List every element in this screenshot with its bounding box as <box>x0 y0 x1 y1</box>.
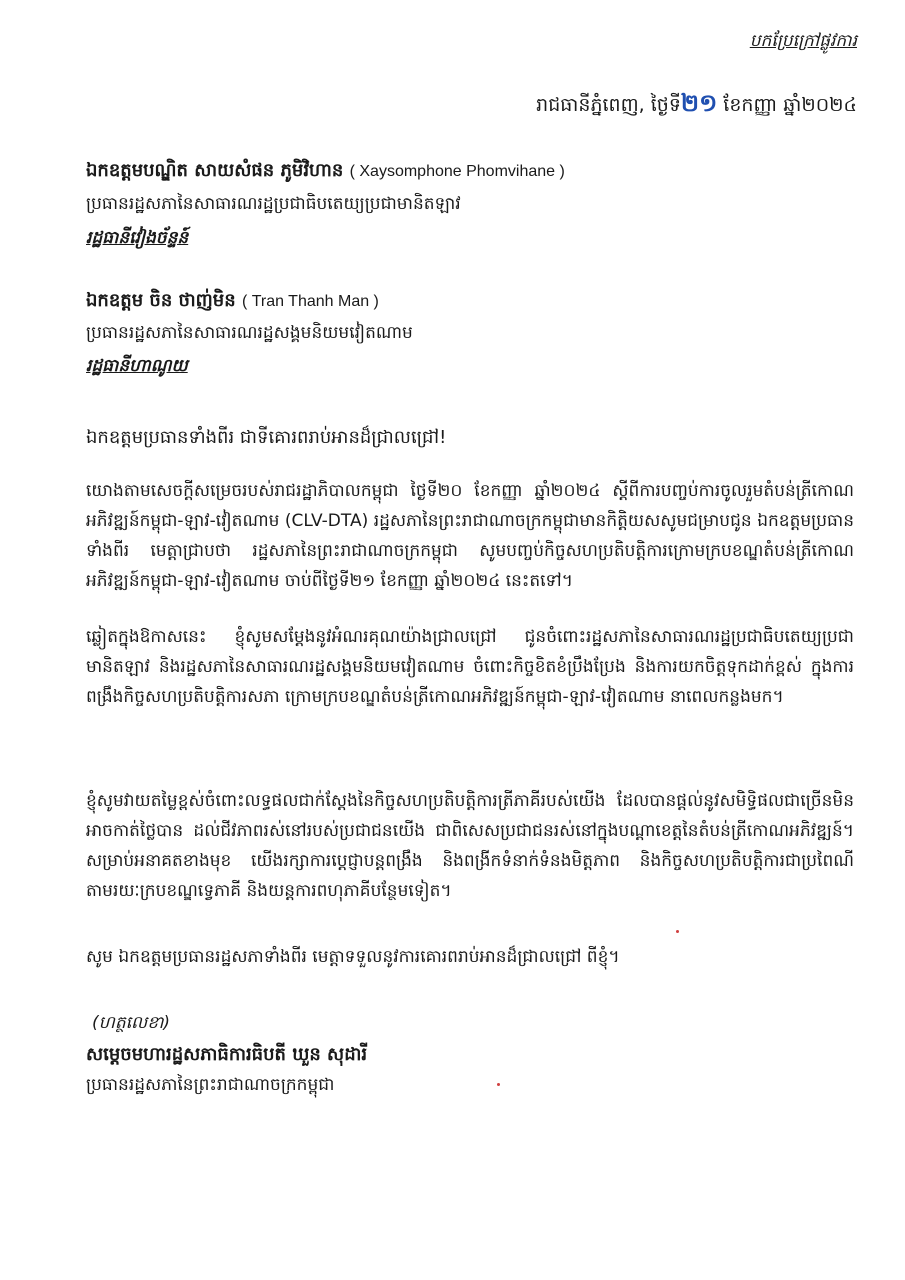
recipient-1-name: ឯកឧត្តមបណ្ឌិត សាយសំផន ភូមិវិហាន <box>86 160 344 181</box>
body-paragraph-closing: សូម ឯកឧត្តមប្រធានរដ្ឋសភាទាំងពីរ មេត្តាទទួលនូវការគោរពរាប់អានដ៏ជ្រាលជ្រៅ ពីខ្ញុំ។ <box>86 947 620 967</box>
salutation: ឯកឧត្តមប្រធានទាំងពីរ ជាទីគោរពរាប់អានដ៏ជ្រាលជ្រៅ! <box>86 427 447 448</box>
signatory-name: សម្តេចមហារដ្ឋសភាធិការធិបតី ឃួន សុដារី <box>86 1044 368 1065</box>
recipient-1-name-line <box>86 158 565 185</box>
recipient-2-name-line <box>86 288 379 315</box>
body-paragraph-1: យោងតាមសេចក្តីសម្រេចរបស់រាជរដ្ឋាភិបាលកម្ពុជា ថ្ងៃទី២០ ខែកញ្ញា ឆ្នាំ២០២៤ ស្តីពីការបញ្ចប់ការចូលរួមតំបន់ត្រីកោណអភិវឌ្ឍន៍កម្ពុជា-ឡាវ-វៀតណាម (CLV-DTA) រដ្ឋសភានៃព្រះរាជាណាចក្រកម្ពុជាមានកិត្តិយសសូមជម្រាបជូន ឯកឧត្តមប្រធានទាំងពីរ មេត្តាជ្រាបថា រដ្ឋសភានៃព្រះរាជាណាចក្រកម្ពុជា សូមបញ្ចប់កិច្ចសហប្រតិបត្តិការក្រោមក្របខណ្ឌតំបន់ត្រីកោណអភិវឌ្ឍន៍កម្ពុជា-ឡាវ-វៀតណាម ចាប់ពីថ្ងៃទី២១ ខែកញ្ញា ឆ្នាំ២០២៤ នេះតទៅ។ <box>86 481 854 591</box>
body-paragraph-3: ខ្ញុំសូមវាយតម្លៃខ្ពស់ចំពោះលទ្ធផលជាក់ស្តែងនៃកិច្ចសហប្រតិបត្តិការត្រីភាគីរបស់យើង ដែលបានផ្តល់នូវសមិទ្ធិផលជាច្រើនមិនអាចកាត់ថ្លៃបាន ដល់ជីវភាពរស់នៅរបស់ប្រជាជនយើង ជាពិសេសប្រជាជនរស់នៅក្នុងបណ្តាខេត្តនៃតំបន់ត្រីកោណអភិវឌ្ឍន៍។ សម្រាប់អនាគតខាងមុខ យើងរក្សាការប្តេជ្ញាបន្តពង្រឹង និងពង្រីកទំនាក់ទំនងមិត្តភាព និងកិច្ចសហប្រតិបត្តិការជាប្រពៃណី តាមរយៈក្របខណ្ឌទ្វេភាគី និងយន្តការពហុភាគីបន្ថែមទៀត។ <box>86 791 854 901</box>
scan-speck <box>676 930 679 933</box>
recipient-2-title: ប្រធានរដ្ឋសភានៃសាធារណរដ្ឋសង្គមនិយមវៀតណាម <box>86 323 413 343</box>
dateline-prefix: រាជធានីភ្នំពេញ, ថ្ងៃទី <box>536 94 681 116</box>
recipient-1-title: ប្រធានរដ្ឋសភានៃសាធារណរដ្ឋប្រជាធិបតេយ្យប្រជាមានិតឡាវ <box>86 194 461 214</box>
recipient-1-city: រដ្ឋធានីវៀងច័ន្ទន៍ <box>86 228 189 248</box>
dateline <box>536 88 857 123</box>
dateline-day: ២១ <box>680 89 718 117</box>
recipient-2-city: រដ្ឋធានីហាណូយ <box>86 356 188 376</box>
body-paragraph-2: ឆ្លៀតក្នុងឱកាសនេះ ខ្ញុំសូមសម្តែងនូវអំណរគុណយ៉ាងជ្រាលជ្រៅ ជូនចំពោះរដ្ឋសភានៃសាធារណរដ្ឋប្រជាធិបតេយ្យប្រជាមានិតឡាវ និងរដ្ឋសភានៃសាធារណរដ្ឋសង្គមនិយមវៀតណាម ចំពោះកិច្ចខិតខំប្រឹងប្រែង និងការយកចិត្តទុកដាក់ខ្ពស់ ក្នុងការពង្រឹងកិច្ចសហប្រតិបត្តិការសភា ក្រោមក្របខណ្ឌតំបន់ត្រីកោណអភិវឌ្ឍន៍កម្ពុជា-ឡាវ-វៀតណាម នាពេលកន្លងមក។ <box>86 627 854 707</box>
unofficial-translation-note: បកប្រែក្រៅផ្លូវការ <box>749 31 857 51</box>
signature-note: (ហត្ថលេខា) <box>92 1013 171 1033</box>
scan-speck <box>497 1083 500 1086</box>
recipient-2-latin-name: ( Tran Thanh Man ) <box>241 293 379 310</box>
dateline-suffix: ខែកញ្ញា ឆ្នាំ២០២៤ <box>717 94 857 116</box>
recipient-2-name: ឯកឧត្តម ចិន ថាញ់មិន <box>86 290 236 311</box>
signatory-title: ប្រធានរដ្ឋសភានៃព្រះរាជាណាចក្រកម្ពុជា <box>86 1075 335 1095</box>
recipient-1-latin-name: ( Xaysomphone Phomvihane ) <box>349 163 565 180</box>
